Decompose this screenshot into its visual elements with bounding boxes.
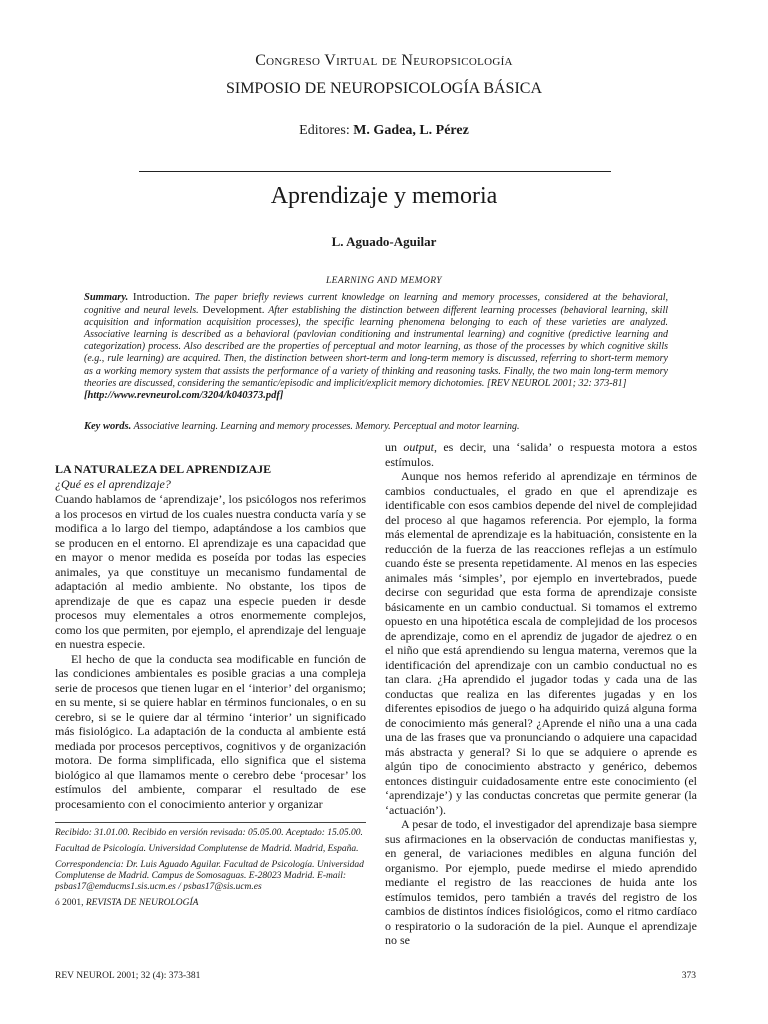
- copyright-note: [55, 898, 366, 909]
- title-rule: [139, 171, 611, 172]
- section-title: LA NATURALEZA DEL APRENDIZAJE: [55, 462, 272, 476]
- development-label: Development.: [202, 304, 265, 317]
- page-footer: [55, 971, 696, 981]
- editors-line: [0, 123, 768, 139]
- paragraph: [385, 440, 697, 469]
- summary-label: Summary.: [84, 292, 129, 303]
- correspondence-note: Correspondencia: Dr. Luis Aguado Aguilar. Facultad de Psicología. Universidad Complutense de Madrid. Campus de Somosaguas. E-28023 Madrid. E-mail: psbas17@emducms1.sis.ucm.es / psbas17@sis.ucm.es: [55, 860, 364, 892]
- article-url[interactable]: [http://www.revneurol.com/3204/k040373.pdf]: [84, 389, 284, 401]
- editors-label: Editores:: [299, 123, 350, 138]
- keywords-label: Key words.: [84, 421, 132, 432]
- development-text: After establishing the distinction between different learning processes (behavioral learning, skill acquisition and information acquisition processes), the specific learning phenomena belonging to each of these varieties are analyzed. Associative learning is described as a behavioral (pavlovian conditioning and instrumental learning) and cognitive (predictive learning and categorization) process. Also described are the properties of perceptual and motor learning, as those of the processes by which cognitive skills (e.g., rule learning) are acquired. Then, the distinction between short-term and long-term memory is discussed, referring to short-term memory as a working memory system that assists the performance of a variety of thinking and reasoning tasks. Finally, the two main long-term memory theories are discussed, considering the semantic/episodic and implicit/explicit memory dichotomies.: [84, 305, 668, 389]
- intro-label: Introduction.: [132, 291, 191, 303]
- intro-text: The paper briefly reviews current knowledge on learning and memory processes, considered at the behavioral, cognitive and neural levels.: [84, 292, 668, 317]
- subsection-title: ¿Qué es el aprendizaje?: [55, 476, 171, 491]
- page-number: 373: [681, 971, 696, 981]
- english-title: LEARNING AND MEMORY: [326, 276, 442, 286]
- paragraph: El hecho de que la conducta sea modificable en función de las condiciones ambientales es posible gracias a una compleja serie de procesos que tienen lugar en el ‘interior’ del organismo; en su mente, si se quiere hablar en términos funcionales, o en su cerebro, si se le quiere dar al término ‘interior’ un significado más fisiológico. La adaptación de la conducta al ambiente está mediada por procesos perceptivos, cognitivos y de organización motora. De forma simplificada, ello significa que el sistema biológico al que llamamos mente o cerebro debe ‘procesar’ los estímulos del ambiente, comparar el resultado de ese procesamiento con el conocimiento anterior y organizar: [55, 651, 366, 811]
- footnotes: [55, 828, 366, 914]
- copyright-journal: REVISTA DE NEUROLOGÍA: [85, 898, 199, 908]
- right-column: [385, 440, 697, 948]
- received-note: Recibido: 31.01.00. Recibido en versión revisada: 05.05.00. Aceptado: 15.05.00.: [55, 828, 363, 838]
- editors-names: M. Gadea, L. Pérez: [353, 123, 469, 138]
- paragraph: Aunque nos hemos referido al aprendizaje en términos de cambios conductuales, el grado en que el aprendizaje es identificable con esos cambios depende del nivel de complejidad del proceso al que hagamos referencia. Por ejemplo, la forma más elemental de aprendizaje es la habituación, consistente en la reducción de la fuerza de las reacciones reflejas a un estímulo cuando éste se presenta repetidamente. Al menos en las especies animales más ‘simples’, por ejemplo en invertebrados, puede decirse con seguridad que esta forma de aprendizaje consiste básicamente en un cambio conductual. Si tomamos el extremo opuesto en una hipotética escala de complejidad de los procesos de aprendizaje, como en el aprendiz de jugador de ajedrez o en el niño que está aprendiendo su lengua materna, veremos que la identificación del aprendizaje con un cambio conductual no es tan clara. ¿Ha aprendido el jugador todas y cada una de las conductas que realiza en las diferentes jugadas y en los diferentes episodios de juego o ha adquirido quizá alguna forma de conocimiento más general? ¿Aprende el niño una a una cada una de las frases que va pronunciando o adquiere una capacidad más abstracta y general? Si lo que se adquiere o aprende es algún tipo de conocimiento abstracto y genérico, debemos entonces distinguir cuidadosamente entre este conocimiento (el ‘aprendizaje’) y las conductas concretas que permite generar (la ‘actuación’).: [385, 469, 697, 817]
- copyright-year: 2001,: [62, 898, 84, 908]
- paragraph: A pesar de todo, el investigador del aprendizaje basa siempre sus afirmaciones en la observación de conductas manifiestas y, en general, de variaciones medibles en alguna función del organismo. Por ejemplo, puede medirse el miedo aprendido mediante el registro de las reacciones de huida ante los estímulos temidos, pero también a través del registro de los cambios de distintos índices fisiológicos, como el ritmo cardíaco o respiratorio o la sudoración de la piel. Aunque el aprendizaje no se: [385, 817, 697, 947]
- congress-title: Congreso Virtual de Neuropsicología: [255, 52, 513, 69]
- affiliation-note: Facultad de Psicología. Universidad Complutense de Madrid. Madrid, España.: [55, 844, 359, 854]
- left-column: [55, 462, 366, 811]
- article-title: Aprendizaje y memoria: [270, 183, 498, 209]
- text-fragment: un: [385, 440, 397, 454]
- italic-term: output: [403, 440, 435, 454]
- text-fragment: , es decir, una ‘salida’ o respuesta motora a estos estímulos.: [385, 440, 697, 469]
- copyright-symbol: ó: [55, 898, 60, 908]
- abstract: [84, 291, 668, 402]
- paragraph: Cuando hablamos de ‘aprendizaje’, los psicólogos nos referimos a los procesos en virtud de los cuales nuestra conducta varía y se modifica a lo largo del tiempo, adaptándose a los cambios que se producen en el entorno. El aprendizaje es una capacidad que en mayor o menor medida es poseída por todas las especies animales, ya que constituye un mecanismo fundamental de adaptación al medio ambiente. No obstante, los tipos de aprendizaje de que es capaz una especie pueden ir desde procesos muy elementales a otros enormemente complejos, como los que permiten, por ejemplo, el aprendizaje del lenguaje en nuestra especie.: [55, 492, 366, 651]
- keywords-text: Associative learning. Learning and memory processes. Memory. Perceptual and motor learning.: [133, 421, 520, 432]
- symposium-title: SIMPOSIO DE NEUROPSICOLOGÍA BÁSICA: [225, 80, 543, 97]
- keywords: [84, 421, 668, 432]
- abstract-citation: [REV NEUROL 2001; 32: 373-81]: [486, 377, 627, 389]
- journal-citation: REV NEUROL 2001; 32 (4): 373-381: [55, 971, 201, 981]
- article-author: L. Aguado-Aguilar: [331, 234, 437, 249]
- footnote-rule: [55, 822, 366, 823]
